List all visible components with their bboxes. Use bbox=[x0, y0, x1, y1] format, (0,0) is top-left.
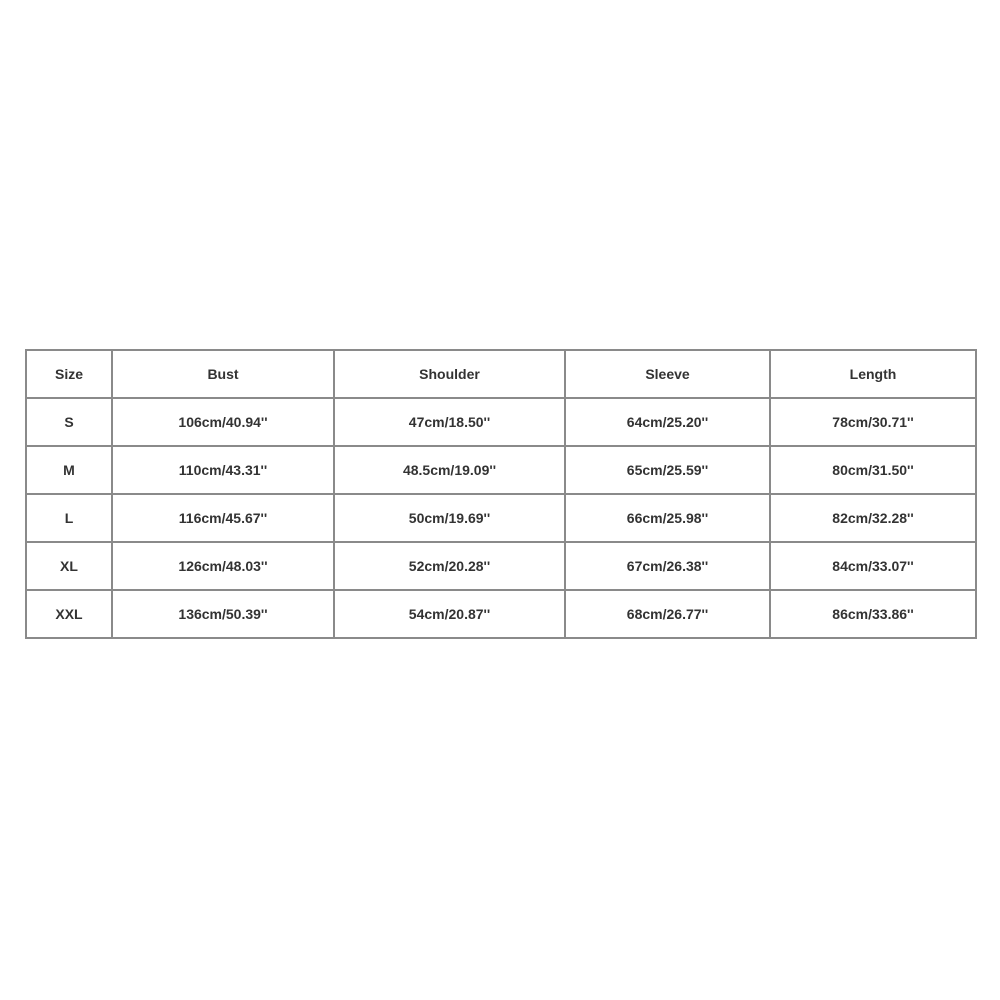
cell-shoulder: 52cm/20.28'' bbox=[334, 542, 565, 590]
cell-size: XL bbox=[26, 542, 112, 590]
cell-shoulder: 47cm/18.50'' bbox=[334, 398, 565, 446]
table-row bbox=[26, 494, 976, 542]
header-size: Size bbox=[26, 350, 112, 398]
header-bust: Bust bbox=[112, 350, 334, 398]
cell-length: 84cm/33.07'' bbox=[770, 542, 976, 590]
cell-shoulder: 48.5cm/19.09'' bbox=[334, 446, 565, 494]
cell-sleeve: 66cm/25.98'' bbox=[565, 494, 770, 542]
table-row bbox=[26, 398, 976, 446]
table-row bbox=[26, 446, 976, 494]
table-header-row bbox=[26, 350, 976, 398]
cell-bust: 106cm/40.94'' bbox=[112, 398, 334, 446]
cell-bust: 136cm/50.39'' bbox=[112, 590, 334, 638]
header-shoulder: Shoulder bbox=[334, 350, 565, 398]
cell-length: 82cm/32.28'' bbox=[770, 494, 976, 542]
cell-size: L bbox=[26, 494, 112, 542]
table-row bbox=[26, 590, 976, 638]
cell-size: XXL bbox=[26, 590, 112, 638]
cell-bust: 116cm/45.67'' bbox=[112, 494, 334, 542]
cell-shoulder: 54cm/20.87'' bbox=[334, 590, 565, 638]
cell-sleeve: 65cm/25.59'' bbox=[565, 446, 770, 494]
header-sleeve: Sleeve bbox=[565, 350, 770, 398]
cell-size: M bbox=[26, 446, 112, 494]
cell-shoulder: 50cm/19.69'' bbox=[334, 494, 565, 542]
header-length: Length bbox=[770, 350, 976, 398]
cell-sleeve: 68cm/26.77'' bbox=[565, 590, 770, 638]
cell-length: 80cm/31.50'' bbox=[770, 446, 976, 494]
cell-bust: 110cm/43.31'' bbox=[112, 446, 334, 494]
cell-sleeve: 64cm/25.20'' bbox=[565, 398, 770, 446]
size-chart-table bbox=[25, 349, 977, 639]
cell-sleeve: 67cm/26.38'' bbox=[565, 542, 770, 590]
table-row bbox=[26, 542, 976, 590]
cell-size: S bbox=[26, 398, 112, 446]
cell-length: 86cm/33.86'' bbox=[770, 590, 976, 638]
cell-length: 78cm/30.71'' bbox=[770, 398, 976, 446]
cell-bust: 126cm/48.03'' bbox=[112, 542, 334, 590]
